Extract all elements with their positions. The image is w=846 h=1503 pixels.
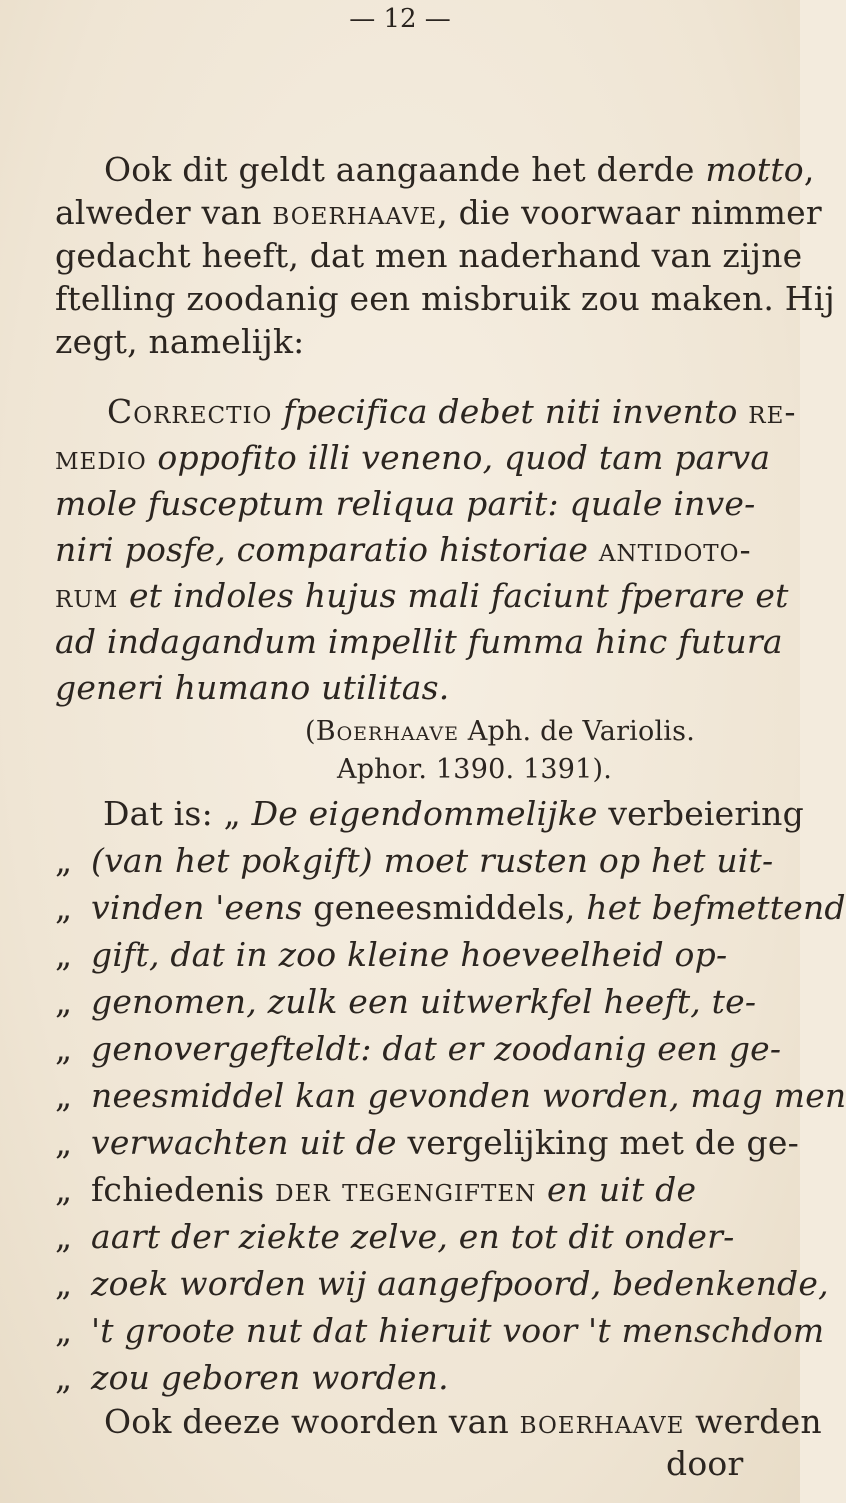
text-line: „ verwachten uit de vergelijking met de ge- (55, 1123, 799, 1162)
citation-line: Aphor. 1390. 1391). (337, 754, 613, 785)
text-line: generi humano utilitas. (55, 668, 450, 707)
text-line: alweder van boerhaave, die voorwaar nimmer (55, 193, 822, 232)
text-line: „ genomen, zulk een uitwerkfel heeft, te- (55, 982, 757, 1021)
text-line: ftelling zoodanig een misbruik zou maken. Hij (55, 279, 835, 318)
catchword: door (666, 1444, 744, 1483)
text-line: zegt, namelijk: (55, 322, 305, 361)
citation-line: (Boerhaave Aph. de Variolis. (305, 716, 695, 747)
text-line: Dat is: „ De eigendommelijke verbeiering (103, 794, 804, 833)
text-line: „ neesmiddel kan gevonden worden, mag men (55, 1076, 846, 1115)
text-line: Correctio fpecifica debet niti invento re- (107, 392, 797, 431)
text-line: rum et indoles hujus mali faciunt fperare et (55, 576, 789, 615)
text-line: gedacht heeft, dat men naderhand van zijne (55, 236, 803, 275)
text-line: „ vinden 'eens geneesmiddels, het befmettend (55, 888, 846, 927)
text-line: „ 't groote nut dat hieruit voor 't menschdom (55, 1311, 825, 1350)
text-line: Ook deeze woorden van boerhaave werden (104, 1402, 822, 1441)
text-line: ad indagandum impellit fumma hinc futura (55, 622, 783, 661)
text-line: „ gift, dat in zoo kleine hoeveelheid op- (55, 935, 728, 974)
text-line: niri posfe, comparatio historiae antidoto- (55, 530, 752, 569)
text-line: „ zou geboren worden. (55, 1358, 449, 1397)
text-line: „ genovergefteldt: dat er zoodanig een ge- (55, 1029, 782, 1068)
text-line: medio oppofito illi veneno, quod tam parva (55, 438, 771, 477)
text-line: „ aart der ziekte zelve, en tot dit onder- (55, 1217, 735, 1256)
text-line: „ zoek worden wij aangefpoord, bedenkende, (55, 1264, 829, 1303)
text-line: Ook dit geldt aangaande het derde motto, (104, 150, 815, 189)
page-number: — 12 — (349, 4, 451, 34)
text-line: „ (van het pokgift) moet rusten op het uit- (55, 841, 774, 880)
text-line: „ fchiedenis der tegengiften en uit de (55, 1170, 697, 1209)
text-line: mole fusceptum reliqua parit: quale inve- (55, 484, 756, 523)
